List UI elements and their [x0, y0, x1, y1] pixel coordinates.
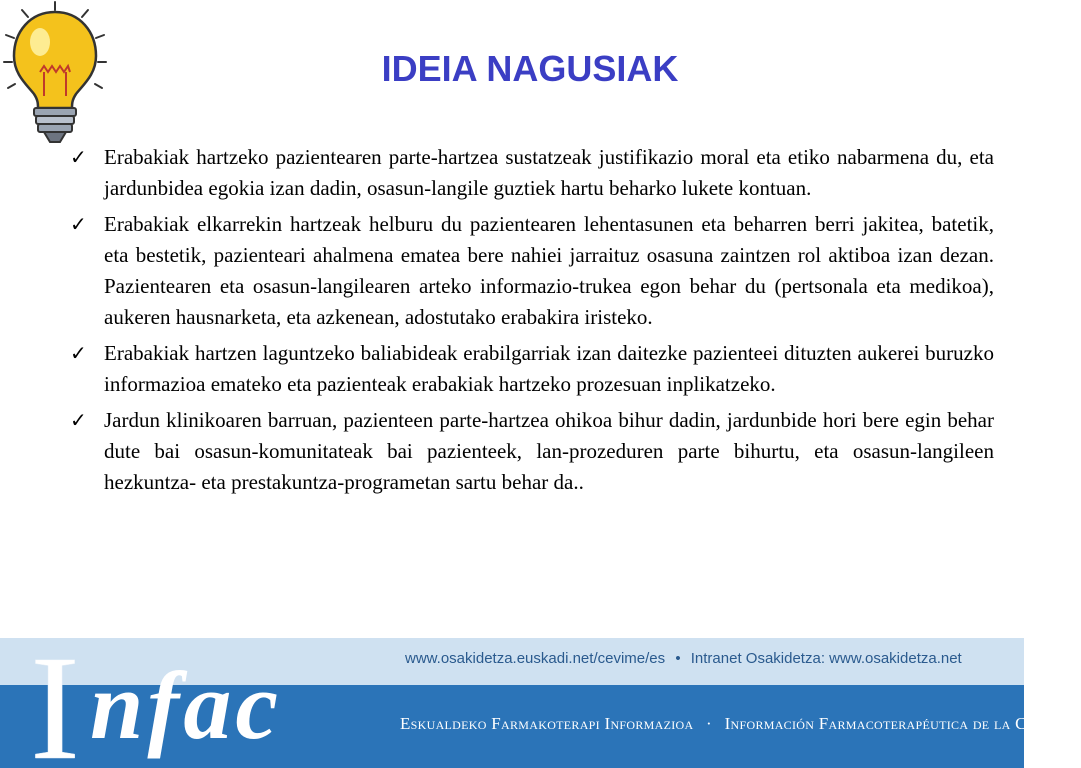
footer-tagline — [400, 714, 1081, 734]
intranet-link[interactable]: Intranet Osakidetza: www.osakidetza.net — [690, 650, 962, 667]
bullet-text: Erabakiak hartzeko pazientearen parte-hartzea sustatzeak justifikazio moral eta etiko nabarmena du, eta jardunbidea egokia izan dadin, osasun-langile guztiek hartu beharko lukete kontuan. — [104, 145, 994, 200]
bullet-text: Erabakiak hartzen laguntzeko baliabideak erabilgarriak izan daitezke pazienteei dituzten aukerei buruzko informazioa emateko eta pazienteak erabakiak hartzeko prozesuan inplikatzeko. — [104, 341, 994, 396]
website-link[interactable]: www.osakidetza.euskadi.net/cevime/es — [405, 650, 666, 667]
footer-separator: • — [675, 650, 681, 667]
infac-logo — [28, 625, 338, 768]
checkmark-icon: ✓ — [70, 341, 87, 365]
svg-text:I: I — [30, 625, 80, 768]
bullet-item — [70, 209, 994, 333]
slide-title: IDEIA NAGUSIAK — [381, 48, 679, 89]
lightbulb-icon — [0, 0, 115, 150]
bullet-text: Erabakiak elkarrekin hartzeak helburu du pazientearen lehentasunen eta beharren berri jakitea, batetik, eta bestetik, pazienteari ahalmena ematea bere nahiei jarraituz osasuna zaintzen rol aktiboa izan dezan. Pazientearen eta osasun-langilearen arteko informazio-trukea egon behar du (pertsonala eta medikoa), aukeren hausnarketa, eta azkenean, adostutako erabakira iristeko. — [104, 212, 994, 329]
bullet-list — [70, 142, 994, 503]
footer-links — [405, 650, 962, 667]
checkmark-icon: ✓ — [70, 408, 87, 432]
checkmark-icon: ✓ — [70, 212, 87, 236]
bullet-item — [70, 338, 994, 400]
tagline-separator: · — [706, 714, 713, 733]
bullet-text: Jardun klinikoaren barruan, pazienteen parte-hartzea ohikoa bihur dadin, jardunbide hori bere egin behar dute bai osasun-komunitateak bai pazienteek, lan-prozeduren parte bihurtu, eta osasun-langileen hezkuntza- eta prestakuntza-programetan sartu behar da.. — [104, 408, 994, 494]
bullet-item — [70, 142, 994, 204]
checkmark-icon: ✓ — [70, 145, 87, 169]
tagline-basque: Eskualdeko Farmakoterapi Informazioa — [400, 714, 694, 733]
tagline-spanish: Información Farmacoterapéutica de la Comarca — [724, 714, 1081, 733]
bullet-item — [70, 405, 994, 498]
svg-text:nfac: nfac — [90, 652, 282, 759]
